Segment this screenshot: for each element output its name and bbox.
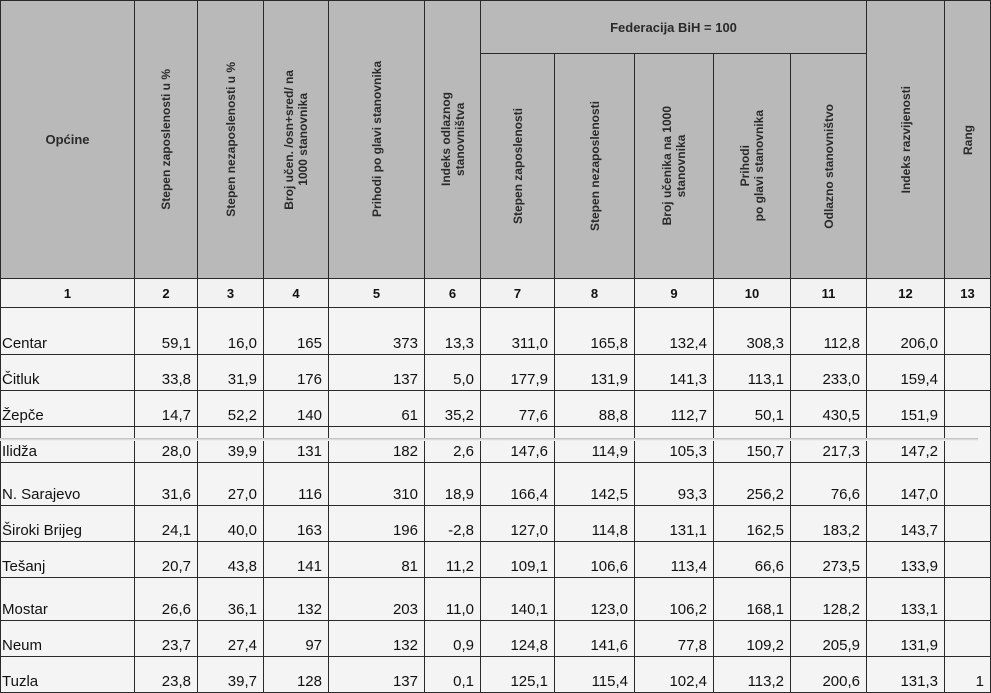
table-row xyxy=(1,308,991,355)
municipality-name: Neum xyxy=(1,621,135,657)
table-cell: 137 xyxy=(329,355,425,391)
table-cell: 31,9 xyxy=(198,355,264,391)
table-cell: 52,2 xyxy=(198,391,264,427)
header-label: Prihodi po glavi stanovnika xyxy=(369,61,384,218)
table-cell: 16,0 xyxy=(198,308,264,355)
column-number: 7 xyxy=(481,279,555,308)
column-number: 8 xyxy=(555,279,635,308)
table-cell xyxy=(945,308,991,355)
column-number: 12 xyxy=(867,279,945,308)
column-number: 9 xyxy=(635,279,714,308)
header-label: Stepen zaposlenosti u % xyxy=(159,69,173,210)
header-col-7 xyxy=(481,54,555,279)
table-cell: 182 xyxy=(329,427,425,463)
table-cell: 256,2 xyxy=(714,463,791,506)
table-cell: 165,8 xyxy=(555,308,635,355)
table-cell: 373 xyxy=(329,308,425,355)
table-cell: 115,4 xyxy=(555,657,635,693)
table-cell: 31,6 xyxy=(135,463,198,506)
header-label: Prihodi po glavi stanovnika xyxy=(738,110,766,222)
table-row xyxy=(1,506,991,542)
table-cell: 93,3 xyxy=(635,463,714,506)
table-cell: 28,0 xyxy=(135,427,198,463)
table-cell: 151,9 xyxy=(867,391,945,427)
municipality-name: Centar xyxy=(1,308,135,355)
table-cell: 66,6 xyxy=(714,542,791,578)
table-cell: 133,9 xyxy=(867,542,945,578)
table-cell: 11,2 xyxy=(425,542,481,578)
table-cell: 112,7 xyxy=(635,391,714,427)
municipality-name: Široki Brijeg xyxy=(1,506,135,542)
table-cell: 203 xyxy=(329,578,425,621)
table-cell xyxy=(945,506,991,542)
table-row xyxy=(1,427,991,463)
header-label: Stepen nezaposlenosti xyxy=(587,100,602,232)
table-cell: 27,4 xyxy=(198,621,264,657)
table-cell: 26,6 xyxy=(135,578,198,621)
table-cell: 140,1 xyxy=(481,578,555,621)
table-cell: 165 xyxy=(264,308,329,355)
table-cell: 131,9 xyxy=(555,355,635,391)
table-cell: 132 xyxy=(329,621,425,657)
municipality-name: Tuzla xyxy=(1,657,135,693)
table-cell: 127,0 xyxy=(481,506,555,542)
table-row xyxy=(1,657,991,693)
municipality-name: Čitluk xyxy=(1,355,135,391)
table-cell: 11,0 xyxy=(425,578,481,621)
paper-fold-line xyxy=(0,438,978,441)
table-cell: 109,2 xyxy=(714,621,791,657)
column-number-row xyxy=(1,279,991,308)
table-cell: 131 xyxy=(264,427,329,463)
table-cell: 61 xyxy=(329,391,425,427)
table-cell: 128 xyxy=(264,657,329,693)
header-label: Broj učenika na 1000 stanovnika xyxy=(660,106,688,226)
table-cell: 112,8 xyxy=(791,308,867,355)
column-number: 11 xyxy=(791,279,867,308)
header-col-6 xyxy=(425,1,481,279)
table-cell: 114,9 xyxy=(555,427,635,463)
table-cell: 132,4 xyxy=(635,308,714,355)
table-cell: 308,3 xyxy=(714,308,791,355)
table-cell: 233,0 xyxy=(791,355,867,391)
table-cell: 59,1 xyxy=(135,308,198,355)
table-cell xyxy=(945,463,991,506)
table-cell xyxy=(945,391,991,427)
table-cell: 141,6 xyxy=(555,621,635,657)
table-cell: 141 xyxy=(264,542,329,578)
table-cell: 114,8 xyxy=(555,506,635,542)
header-col-10 xyxy=(714,54,791,279)
table-cell: 132 xyxy=(264,578,329,621)
table-cell: 273,5 xyxy=(791,542,867,578)
table-cell: 176 xyxy=(264,355,329,391)
column-number: 10 xyxy=(714,279,791,308)
table-cell: 77,8 xyxy=(635,621,714,657)
table-cell: 430,5 xyxy=(791,391,867,427)
table-cell: 311,0 xyxy=(481,308,555,355)
table-row xyxy=(1,391,991,427)
table-cell: 23,8 xyxy=(135,657,198,693)
table-cell: 123,0 xyxy=(555,578,635,621)
table-cell: 133,1 xyxy=(867,578,945,621)
table-cell xyxy=(945,542,991,578)
table-row xyxy=(1,463,991,506)
header-label: Rang xyxy=(960,124,975,155)
municipality-name: Žepče xyxy=(1,391,135,427)
table-cell: 0,9 xyxy=(425,621,481,657)
table-cell: 310 xyxy=(329,463,425,506)
table-cell: 39,9 xyxy=(198,427,264,463)
column-number: 13 xyxy=(945,279,991,308)
table-cell: 50,1 xyxy=(714,391,791,427)
header-col-9 xyxy=(635,54,714,279)
header-col-8 xyxy=(555,54,635,279)
table-cell: 206,0 xyxy=(867,308,945,355)
table-cell: 205,9 xyxy=(791,621,867,657)
header-col-3 xyxy=(198,1,264,279)
table-cell xyxy=(945,578,991,621)
table-cell: 18,9 xyxy=(425,463,481,506)
table-cell: 147,0 xyxy=(867,463,945,506)
table-cell: 97 xyxy=(264,621,329,657)
header-col-4 xyxy=(264,1,329,279)
table-cell: 109,1 xyxy=(481,542,555,578)
table-cell: 147,2 xyxy=(867,427,945,463)
table-row xyxy=(1,578,991,621)
table-cell: 77,6 xyxy=(481,391,555,427)
table-cell: 88,8 xyxy=(555,391,635,427)
table-cell: 131,1 xyxy=(635,506,714,542)
table-cell: 140 xyxy=(264,391,329,427)
column-number: 2 xyxy=(135,279,198,308)
table-cell: 39,7 xyxy=(198,657,264,693)
header-label: Broj učen. /osn+sred/ na 1000 stanovnika xyxy=(282,69,310,210)
table-cell: 196 xyxy=(329,506,425,542)
header-col-2 xyxy=(135,1,198,279)
federation-group-label: Federacija BiH = 100 xyxy=(610,19,737,35)
header-col-11 xyxy=(791,54,867,279)
table-cell: 43,8 xyxy=(198,542,264,578)
table-cell: 40,0 xyxy=(198,506,264,542)
column-number: 6 xyxy=(425,279,481,308)
table-cell: 113,1 xyxy=(714,355,791,391)
table-cell: 166,4 xyxy=(481,463,555,506)
column-number: 4 xyxy=(264,279,329,308)
column-number: 3 xyxy=(198,279,264,308)
table-cell: 24,1 xyxy=(135,506,198,542)
table-cell: 124,8 xyxy=(481,621,555,657)
table-cell: 20,7 xyxy=(135,542,198,578)
table-cell: 162,5 xyxy=(714,506,791,542)
table-cell: 125,1 xyxy=(481,657,555,693)
table-cell: 76,6 xyxy=(791,463,867,506)
table-cell: 14,7 xyxy=(135,391,198,427)
table-row xyxy=(1,542,991,578)
table-cell xyxy=(945,621,991,657)
table-cell: 106,2 xyxy=(635,578,714,621)
table-cell: 0,1 xyxy=(425,657,481,693)
table-cell: 113,2 xyxy=(714,657,791,693)
header-label: Odlazno stanovništvo xyxy=(821,103,836,229)
table-cell: 183,2 xyxy=(791,506,867,542)
table-cell xyxy=(945,427,991,463)
table-row xyxy=(1,355,991,391)
municipality-name: Mostar xyxy=(1,578,135,621)
header-col-12 xyxy=(867,1,945,279)
table-cell: 23,7 xyxy=(135,621,198,657)
table-cell xyxy=(945,355,991,391)
municipality-name: Tešanj xyxy=(1,542,135,578)
municipality-name: Ilidža xyxy=(1,427,135,463)
table-cell: 105,3 xyxy=(635,427,714,463)
table-cell: 141,3 xyxy=(635,355,714,391)
table-cell: 217,3 xyxy=(791,427,867,463)
header-label: Stepen zaposlenosti xyxy=(510,107,525,225)
table-cell: 131,9 xyxy=(867,621,945,657)
table-row xyxy=(1,621,991,657)
table-cell: 1 xyxy=(945,657,991,693)
table-cell: -2,8 xyxy=(425,506,481,542)
column-number: 1 xyxy=(1,279,135,308)
table-cell: 33,8 xyxy=(135,355,198,391)
table-cell: 177,9 xyxy=(481,355,555,391)
header-label: Stepen nezaposlenosti u % xyxy=(223,62,238,217)
table-cell: 116 xyxy=(264,463,329,506)
table-cell: 143,7 xyxy=(867,506,945,542)
table-cell: 168,1 xyxy=(714,578,791,621)
table-cell: 27,0 xyxy=(198,463,264,506)
table-cell: 131,3 xyxy=(867,657,945,693)
table-cell: 113,4 xyxy=(635,542,714,578)
table-cell: 81 xyxy=(329,542,425,578)
table-cell: 128,2 xyxy=(791,578,867,621)
header-federation-group xyxy=(481,1,867,54)
table-cell: 2,6 xyxy=(425,427,481,463)
table-cell: 150,7 xyxy=(714,427,791,463)
header-col-13 xyxy=(945,1,991,279)
header-opcine-label: Općine xyxy=(45,132,90,147)
table-cell: 102,4 xyxy=(635,657,714,693)
table-cell: 147,6 xyxy=(481,427,555,463)
table-cell: 106,6 xyxy=(555,542,635,578)
table-cell: 36,1 xyxy=(198,578,264,621)
header-col-5 xyxy=(329,1,425,279)
header-opcine xyxy=(1,1,135,279)
header-label: Indeks odlaznog stanovništva xyxy=(438,92,467,187)
table-cell: 159,4 xyxy=(867,355,945,391)
header-label: Indeks razvijenosti xyxy=(898,85,913,194)
municipality-name: N. Sarajevo xyxy=(1,463,135,506)
table-cell: 13,3 xyxy=(425,308,481,355)
table-cell: 137 xyxy=(329,657,425,693)
table-cell: 163 xyxy=(264,506,329,542)
table-cell: 5,0 xyxy=(425,355,481,391)
table-cell: 200,6 xyxy=(791,657,867,693)
column-number: 5 xyxy=(329,279,425,308)
table-cell: 142,5 xyxy=(555,463,635,506)
table-cell: 35,2 xyxy=(425,391,481,427)
